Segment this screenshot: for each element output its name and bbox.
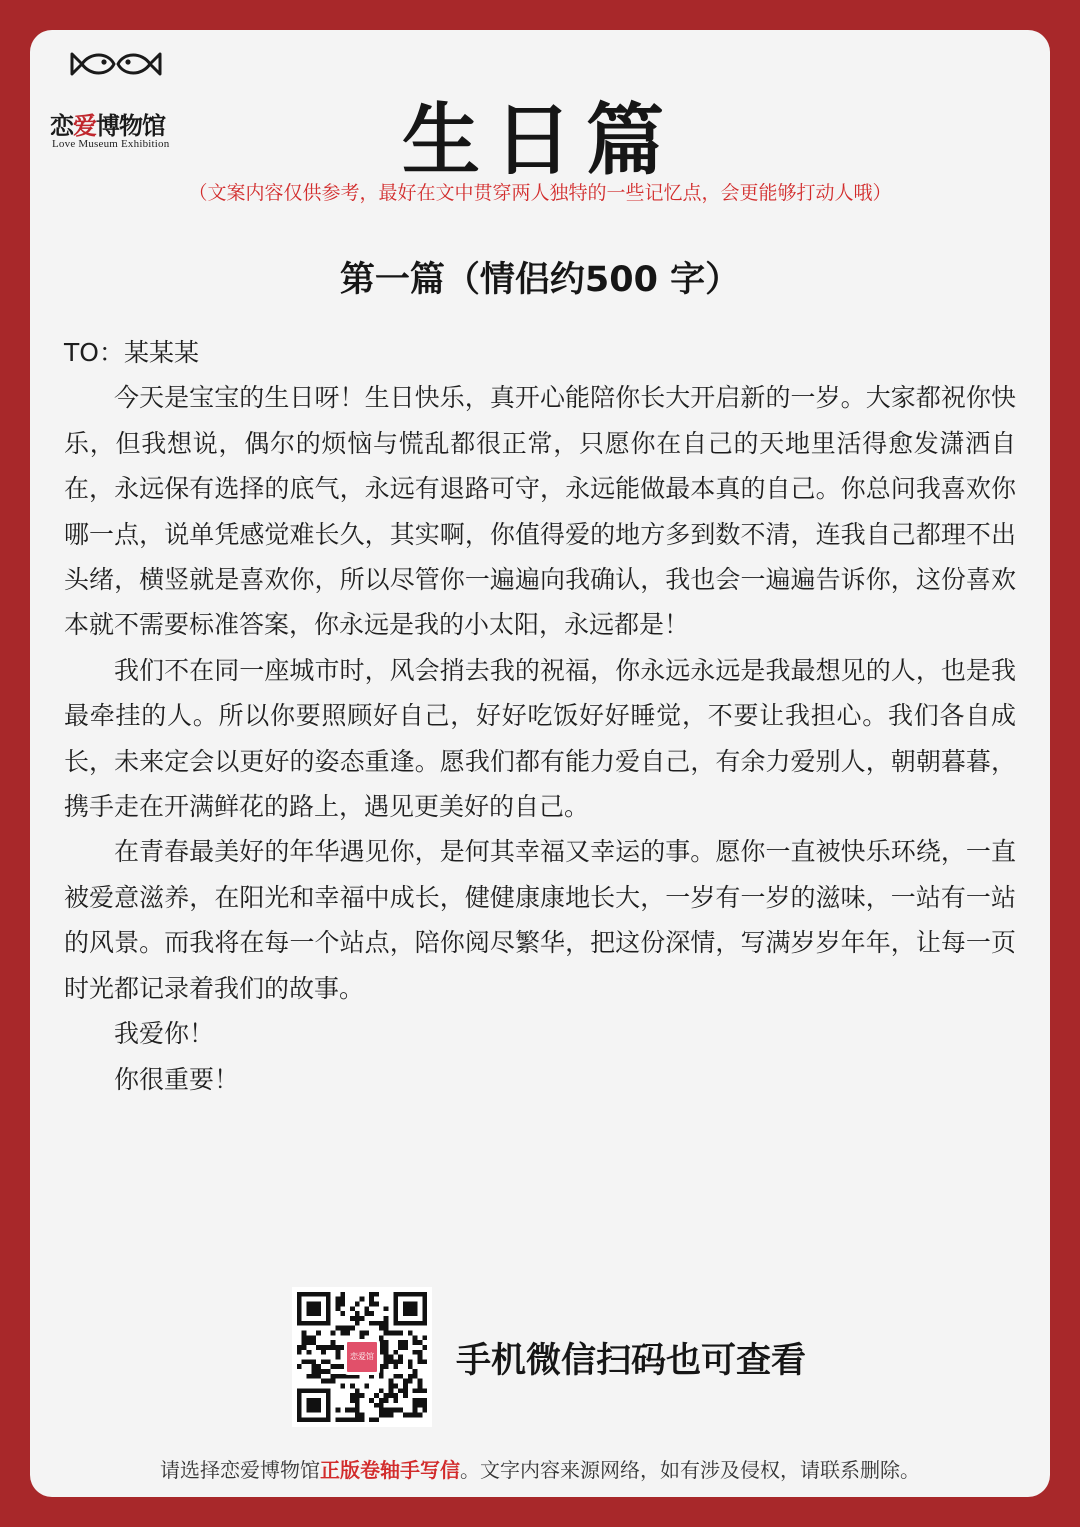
paragraph-2: 我们不在同一座城市时，风会捎去我的祝福，你永远永远是我最想见的人，也是我最牵挂的人。所以你要照顾好自己，好好吃饭好好睡觉，不要让我担心。我们各自成长，未来定会以更好的姿态重逢。愿我们都有能力爱自己，有余力爱别人，朝朝暮暮，携手走在开满鲜花的路上，遇见更美好的自己。	[64, 655, 1016, 822]
logo-name-part2: 爱	[73, 111, 96, 140]
salutation: TO：某某某	[64, 338, 199, 367]
paragraph-1: 今天是宝宝的生日呀！生日快乐，真开心能陪你长大开启新的一岁。大家都祝你快乐，但我想说，偶尔的烦恼与慌乱都很正常，只愿你在自己的天地里活得愈发潇洒自在，永远保有选择的底气，永远有退路可守，永远能做最本真的自己。你总问我喜欢你哪一点，说单凭感觉难长久，其实啊，你值得爱的地方多到数不清，连我自己都理不出头绪，横竖就是喜欢你，所以尽管你一遍遍向我确认，我也会一遍遍告诉你，这份喜欢本就不需要标准答案，你永远是我的小太阳，永远都是！	[64, 383, 1016, 640]
reference-note: （文案内容仅供参考，最好在文中贯穿两人独特的一些记忆点，会更能够打动人哦）	[188, 182, 892, 204]
logo-name-part3: 博物馆	[96, 111, 165, 140]
footer-text-after: 。文字内容来源网络，如有涉及侵权，请联系删除。	[460, 1458, 920, 1482]
footer-highlight: 正版卷轴手写信	[320, 1458, 460, 1482]
closing-important: 你很重要！	[114, 1064, 240, 1094]
qr-center-logo: 恋爱馆	[344, 1339, 380, 1375]
paragraph-3: 在青春最美好的年华遇见你，是何其幸福又幸运的事。愿你一直被快乐环绕，一直被爱意滋养，在阳光和幸福中成长，健健康康地长大，一岁有一岁的滋味，一站有一站的风景。而我将在每一个站点，陪你阅尽繁华，把这份深情，写满岁岁年年，让每一页时光都记录着我们的故事。	[64, 837, 1016, 1003]
closing-love: 我爱你！	[114, 1019, 215, 1049]
logo-name-en: Love Museum Exhibition	[52, 138, 170, 150]
logo-name-part1: 恋	[50, 111, 73, 140]
page-title: 生日篇	[401, 95, 678, 186]
footer-text-before: 请选择恋爱博物馆	[160, 1458, 320, 1482]
two-fish-icon	[68, 50, 164, 78]
section-title: 第一篇（情侣约500 字）	[339, 260, 741, 300]
letter-card	[30, 30, 1050, 1497]
qr-code[interactable]	[292, 1287, 432, 1427]
letter-body	[64, 330, 1016, 1102]
footer-disclaimer	[30, 1454, 1050, 1483]
qr-caption: 手机微信扫码也可查看	[456, 1341, 807, 1381]
